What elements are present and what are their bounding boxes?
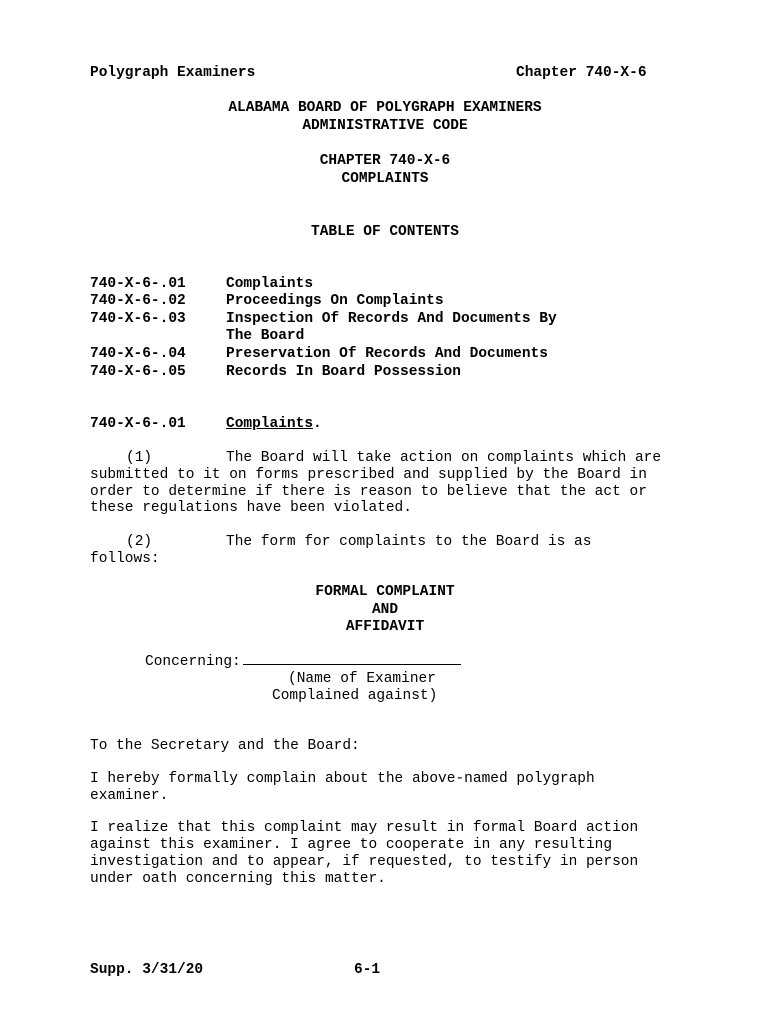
form-heading: FORMAL COMPLAINT: [315, 584, 455, 600]
section-number: 740-X-6-.01: [90, 416, 186, 432]
form-heading: AFFIDAVIT: [345, 619, 425, 635]
toc-title: Preservation Of Records And Documents: [226, 346, 548, 362]
toc-title: Inspection Of Records And Documents By: [226, 311, 557, 327]
form-heading: AND: [371, 602, 399, 618]
running-header-left: Polygraph Examiners: [90, 65, 256, 81]
toc-title: Proceedings On Complaints: [226, 293, 444, 309]
concerning-note: Complained against): [272, 688, 438, 704]
toc-title: Complaints: [226, 276, 314, 292]
board-title: ALABAMA BOARD OF POLYGRAPH EXAMINERS: [228, 100, 542, 116]
paragraph-text: these regulations have been violated.: [90, 500, 412, 516]
toc-number: 740-X-6-.04: [90, 346, 186, 362]
form-body-text: against this examiner. I agree to cooperate in any resulting: [90, 837, 613, 853]
paragraph-text: follows:: [90, 551, 160, 567]
concerning-label: Concerning:: [145, 654, 241, 670]
section-title: [226, 416, 322, 433]
section-title-period: .: [313, 416, 322, 432]
form-body-text: examiner.: [90, 788, 169, 804]
form-body-text: I hereby formally complain about the above-named polygraph: [90, 771, 595, 787]
toc-number: 740-X-6-.02: [90, 293, 186, 309]
salutation: To the Secretary and the Board:: [90, 738, 360, 754]
paragraph-text: order to determine if there is reason to believe that the act or: [90, 484, 647, 500]
toc-number: 740-X-6-.03: [90, 311, 186, 327]
form-body-text: investigation and to appear, if requested, to testify in person: [90, 854, 639, 870]
section-title-text: Complaints: [226, 416, 314, 432]
concerning-field: [145, 654, 461, 671]
paragraph-text: The form for complaints to the Board is as: [226, 534, 592, 550]
paragraph-text: submitted to it on forms prescribed and supplied by the Board in: [90, 467, 647, 483]
footer-supplement-date: Supp. 3/31/20: [90, 962, 204, 978]
footer-page-number: 6-1: [354, 962, 381, 978]
running-header-right: Chapter 740-X-6: [516, 65, 647, 81]
toc-title: Records In Board Possession: [226, 364, 461, 380]
chapter-name: COMPLAINTS: [341, 171, 429, 187]
toc-heading: TABLE OF CONTENTS: [311, 224, 459, 240]
form-body-text: under oath concerning this matter.: [90, 871, 386, 887]
toc-number: 740-X-6-.01: [90, 276, 186, 292]
toc-title-continued: The Board: [226, 328, 305, 344]
paragraph-label: (2): [126, 534, 153, 550]
concerning-blank-line: [243, 663, 461, 665]
code-title: ADMINISTRATIVE CODE: [302, 118, 468, 134]
toc-number: 740-X-6-.05: [90, 364, 186, 380]
concerning-note: (Name of Examiner: [288, 671, 436, 687]
paragraph-label: (1): [126, 450, 153, 466]
chapter-number: CHAPTER 740-X-6: [319, 153, 451, 169]
paragraph-text: The Board will take action on complaints which are: [226, 450, 662, 466]
form-body-text: I realize that this complaint may result in formal Board action: [90, 820, 639, 836]
